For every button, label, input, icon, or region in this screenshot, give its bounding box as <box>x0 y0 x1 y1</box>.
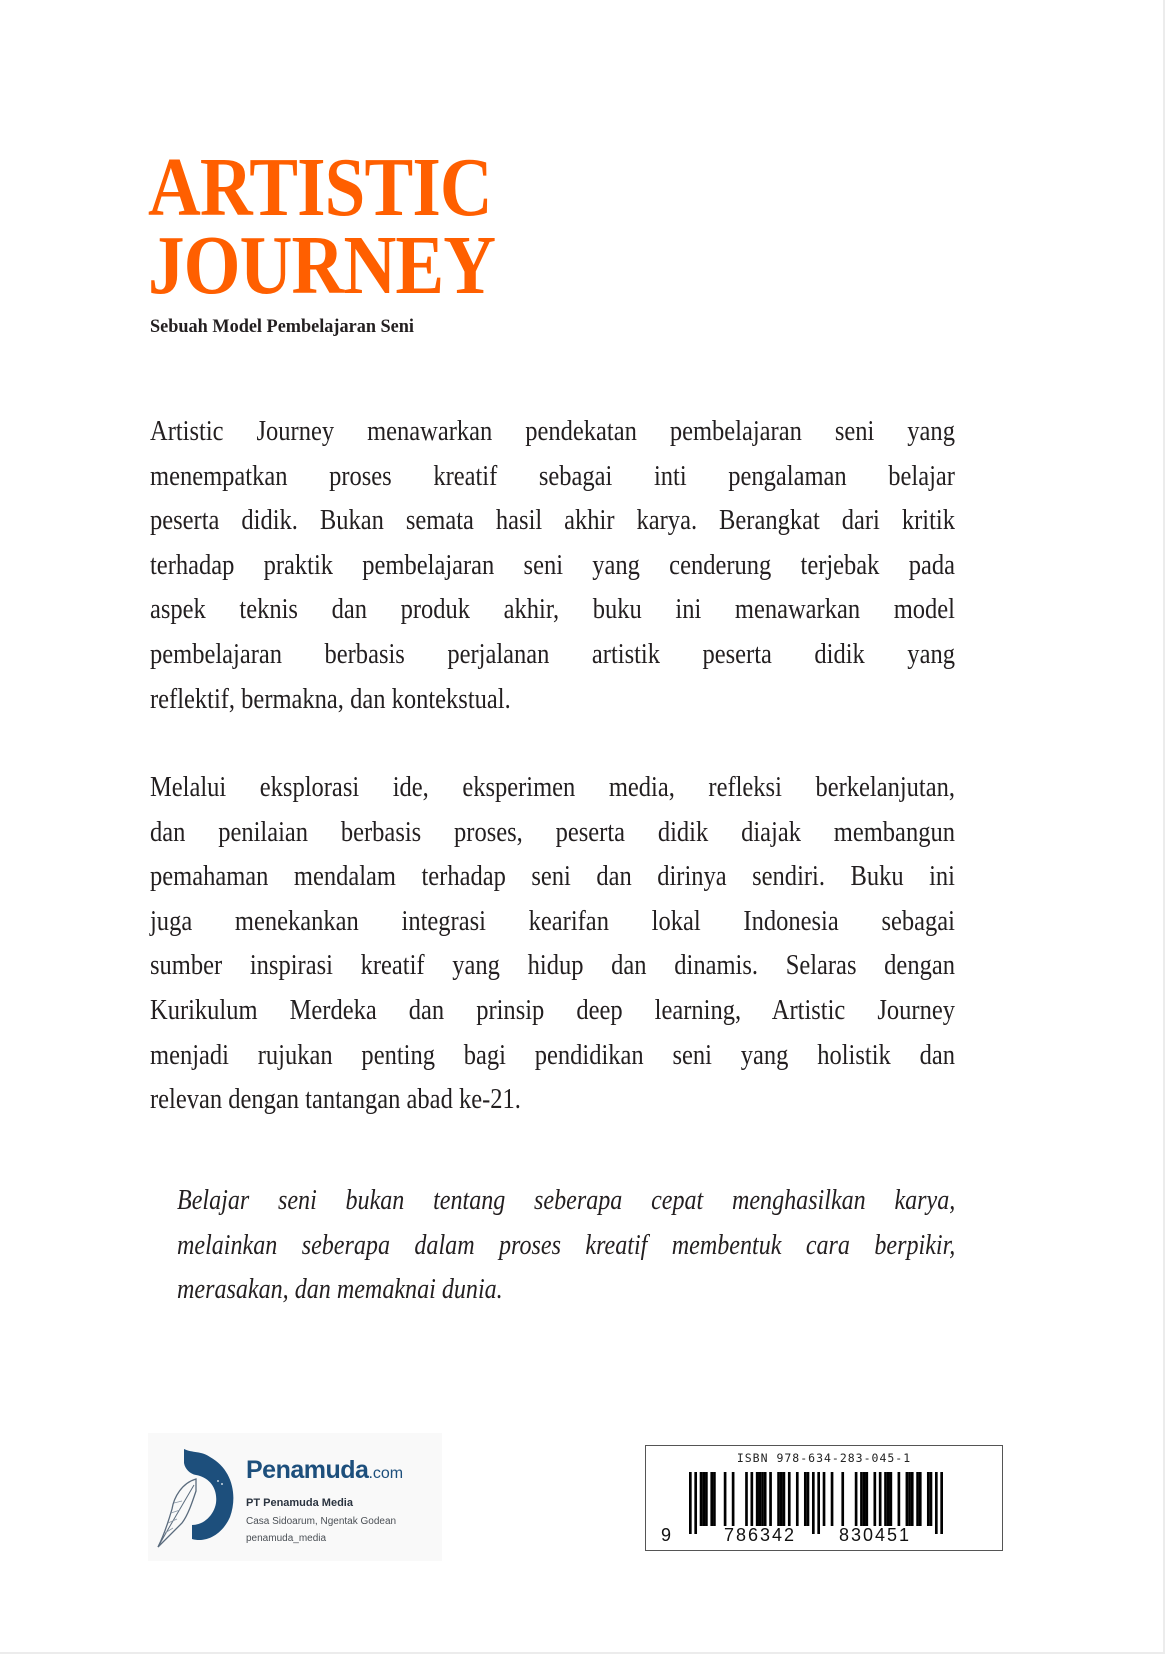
barcode-bar <box>831 1472 834 1526</box>
barcode-bar <box>796 1472 799 1526</box>
barcode-bar <box>732 1472 735 1526</box>
quote-line-content: merasakan, dan memaknai dunia. <box>177 1274 503 1306</box>
barcode-bar <box>702 1472 705 1526</box>
barcode-bar <box>694 1472 697 1534</box>
barcode-bar <box>705 1472 708 1526</box>
barcode-bar <box>887 1472 890 1526</box>
text-line <box>150 770 955 815</box>
text-line-content: pemahaman mendalam terhadap seni dan dirinya sendiri. Buku ini <box>150 861 955 893</box>
text-line <box>150 414 955 459</box>
text-line <box>150 459 955 504</box>
barcode-bar <box>724 1472 727 1526</box>
publisher-brand <box>246 1455 403 1489</box>
barcode-bar <box>940 1472 943 1534</box>
text-line-content: menempatkan proses kreatif sebagai inti pengalaman belajar <box>150 460 955 492</box>
text-line <box>150 1082 955 1127</box>
barcode-bar <box>710 1472 713 1526</box>
quote-line <box>177 1272 955 1317</box>
pull-quote <box>177 1183 955 1317</box>
barcode-bar <box>812 1472 815 1534</box>
text-line-content: menjadi rujukan penting bagi pendidikan seni yang holistik dan <box>150 1039 955 1071</box>
barcode-bar <box>898 1472 901 1526</box>
text-line <box>150 548 955 593</box>
text-line <box>150 592 955 637</box>
publisher-address: Casa Sidoarum, Ngentak Godean <box>246 1516 397 1527</box>
barcode-bar <box>783 1472 786 1526</box>
barcode-bar <box>930 1472 933 1526</box>
barcode-bar <box>823 1472 826 1526</box>
barcode-bar <box>745 1472 748 1526</box>
barcode-bar <box>890 1472 893 1526</box>
barcode-bar <box>927 1472 930 1526</box>
blurb-paragraph-2 <box>150 770 955 1127</box>
text-line-content: aspek teknis dan produk akhir, buku ini menawarkan model <box>150 594 955 626</box>
barcode-digits-right: 830451 <box>839 1525 912 1545</box>
publisher-brand-name: Penamuda <box>246 1456 369 1484</box>
book-subtitle: Sebuah Model Pembelajaran Seni <box>150 316 414 337</box>
text-line-content: juga menekankan integrasi kearifan lokal Indonesia sebagai <box>150 905 955 937</box>
feather-d-logo-icon <box>152 1439 244 1555</box>
text-line-content: terhadap praktik pembelajaran seni yang cenderung terjebak pada <box>150 549 955 581</box>
barcode-bar <box>841 1472 844 1526</box>
barcode-bar <box>919 1472 922 1526</box>
text-line-content: relevan dengan tantangan abad ke-21. <box>150 1084 521 1116</box>
barcode-bar <box>879 1472 882 1526</box>
text-line-content: pembelajaran berbasis perjalanan artistik peserta didik yang <box>150 638 955 670</box>
barcode-bar <box>863 1472 866 1526</box>
text-line <box>150 859 955 904</box>
barcode-bar <box>807 1472 810 1526</box>
barcode-bar <box>689 1472 692 1534</box>
barcode-digits-left: 786342 <box>724 1525 797 1545</box>
text-line-content: Kurikulum Merdeka dan prinsip deep learning, Artistic Journey <box>150 994 955 1026</box>
text-line <box>150 503 955 548</box>
barcode-digit-first: 9 <box>661 1525 672 1545</box>
quote-line-content: melainkan seberapa dalam proses kreatif membentuk cara berpikir, <box>177 1229 956 1261</box>
text-line <box>150 682 955 727</box>
barcode-bar <box>884 1472 887 1526</box>
barcode-bar <box>906 1472 909 1526</box>
barcode-bar <box>759 1472 762 1526</box>
text-line-content: sumber inspirasi kreatif yang hidup dan dinamis. Selaras dengan <box>150 950 955 982</box>
barcode-bar <box>764 1472 767 1526</box>
barcode-bar <box>911 1472 914 1526</box>
text-line <box>150 904 955 949</box>
text-line-content: dan penilaian berbasis proses, peserta didik diajak membangun <box>150 816 955 848</box>
barcode-bar <box>761 1472 764 1526</box>
text-line-content: Artistic Journey menawarkan pendekatan pembelajaran seni yang <box>150 416 955 447</box>
barcode-bar <box>908 1472 911 1526</box>
quote-line-content: Belajar seni bukan tentang seberapa cepat menghasilkan karya, <box>177 1185 956 1216</box>
barcode-bar <box>713 1472 716 1526</box>
barcode-bar <box>777 1472 780 1526</box>
text-line <box>150 637 955 682</box>
barcode-bar <box>700 1472 703 1526</box>
blurb-paragraph-1 <box>150 414 955 726</box>
text-line <box>150 1038 955 1083</box>
isbn-barcode-box <box>645 1445 1003 1551</box>
barcode-bar <box>855 1472 858 1526</box>
barcode-bar <box>788 1472 791 1526</box>
book-title-line-1: ARTISTIC <box>148 141 492 234</box>
text-line <box>150 948 955 993</box>
barcode-bar <box>769 1472 772 1526</box>
isbn-label: ISBN 978-634-283-045-1 <box>736 1451 912 1465</box>
barcode-bar <box>780 1472 783 1526</box>
barcode-bar <box>756 1472 759 1526</box>
publisher-block <box>148 1433 442 1561</box>
publisher-brand-suffix: .com <box>368 1465 404 1482</box>
quote-line <box>177 1228 955 1273</box>
barcode-bar <box>865 1472 868 1526</box>
text-line-content: Melalui eksplorasi ide, eksperimen media, refleksi berkelanjutan, <box>150 772 955 803</box>
barcode-bar <box>750 1472 753 1526</box>
barcode-bar <box>860 1472 863 1526</box>
barcode-bar <box>804 1472 807 1526</box>
text-line <box>150 815 955 860</box>
text-line-content: peserta didik. Bukan semata hasil akhir karya. Berangkat dari kritik <box>150 505 955 537</box>
book-title-line-2: JOURNEY <box>148 219 496 312</box>
quote-line <box>177 1183 955 1228</box>
barcode-bar <box>817 1472 820 1534</box>
barcode-bar <box>916 1472 919 1526</box>
barcode-bar <box>935 1472 938 1534</box>
publisher-social-handle: penamuda_media <box>246 1533 327 1544</box>
barcode-bar <box>873 1472 876 1526</box>
text-line <box>150 993 955 1038</box>
text-line-content: reflektif, bermakna, dan kontekstual. <box>150 683 511 715</box>
publisher-company: PT Penamuda Media <box>246 1497 353 1509</box>
